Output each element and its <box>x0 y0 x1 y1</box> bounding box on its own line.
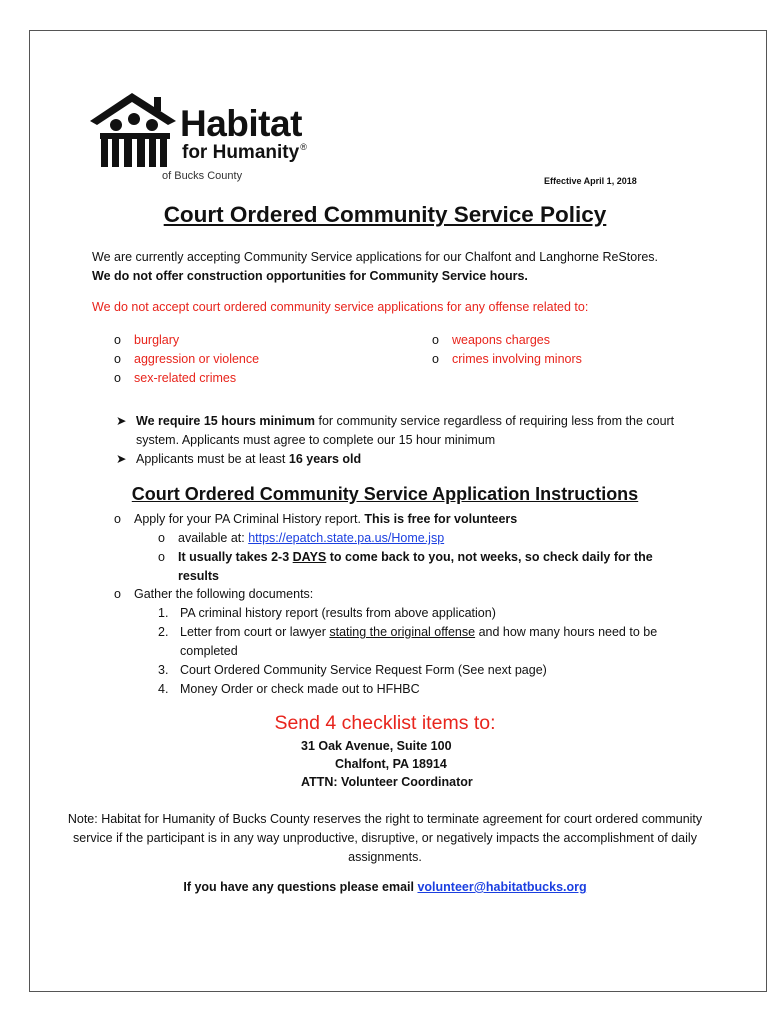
intro-paragraph <box>92 248 672 286</box>
req1-text: for community service regardless of requiring less from the court system. Applicants must agree to complete our 15 hour minimum <box>136 414 675 447</box>
list-item <box>116 450 676 469</box>
doc-number: 2. <box>158 625 169 639</box>
address-line-1: 31 Oak Avenue, Suite 100 <box>301 739 452 753</box>
offense-label: aggression or violence <box>134 352 260 366</box>
effective-date: Effective April 1, 2018 <box>544 176 637 186</box>
arrow-bullet-icon: ➤ <box>116 452 127 466</box>
req2-text: Applicants must be at least <box>136 452 286 466</box>
logo-title: Habitat <box>180 103 302 144</box>
doc-text: Court Ordered Community Service Request Form (See next page) <box>180 663 547 677</box>
offense-label: sex-related crimes <box>134 371 237 385</box>
doc-text: Money Order or check made out to HFHBC <box>180 682 420 696</box>
contact-line <box>0 880 770 894</box>
step2-text: Gather the following documents: <box>134 587 314 601</box>
list-item: o It usually takes 2-3 DAYS to come back to you, not weeks, so check daily for the results <box>114 548 684 586</box>
doc-text <box>180 623 680 661</box>
instructions-title: Court Ordered Community Service Application Instructions <box>131 484 639 504</box>
req2-bold: 16 years old <box>288 452 362 466</box>
requirement-2 <box>136 450 361 469</box>
doc-number: 3. <box>158 663 169 677</box>
list-item: o burglary <box>114 333 180 347</box>
offense-label: crimes involving minors <box>452 352 582 366</box>
doc-number: 1. <box>158 606 169 620</box>
address-line-2: Chalfont, PA 18914 <box>335 757 447 771</box>
list-item <box>116 412 676 450</box>
available-label: available at: <box>178 531 245 545</box>
list-item <box>114 623 694 661</box>
contact-text: If you have any questions please email <box>183 880 414 894</box>
takes-days-note <box>178 548 668 586</box>
criminal-history-link[interactable]: https://epatch.state.pa.us/Home.jsp <box>248 531 445 545</box>
address-line-3: ATTN: Volunteer Coordinator <box>301 775 473 789</box>
doc-text: PA criminal history report (results from above application) <box>180 606 496 620</box>
step1-bold: This is free for volunteers <box>364 512 518 526</box>
note-paragraph: Note: Habitat for Humanity of Bucks County reserves the right to terminate agreement for court ordered community service if the participant is in any way unproductive, disruptive, or negatively impacts the accomplishment of daily assignments. <box>67 812 703 864</box>
list-item <box>114 680 694 699</box>
intro-bold: We do not offer construction opportunities for Community Service hours. <box>92 269 528 283</box>
registered-mark: ® <box>300 142 307 152</box>
requirement-1 <box>136 412 676 450</box>
doc-underlined: stating the original offense <box>329 625 476 639</box>
step-2 <box>114 585 694 699</box>
email-link[interactable]: volunteer@habitatbucks.org <box>417 880 587 894</box>
takes-a: It usually takes 2-3 <box>178 550 290 564</box>
habitat-logo <box>88 91 328 187</box>
requirements-list <box>116 412 676 469</box>
offense-label: weapons charges <box>452 333 550 347</box>
offense-intro: We do not accept court ordered community service applications for any offense related to: <box>92 300 589 314</box>
takes-b: to come back to you, not weeks, so check daily for the results <box>178 550 653 583</box>
page-title: Court Ordered Community Service Policy <box>163 202 607 227</box>
logo-county: of Bucks County <box>162 170 243 182</box>
house-people-icon <box>88 91 180 169</box>
arrow-bullet-icon: ➤ <box>116 414 127 428</box>
list-item <box>114 604 694 623</box>
req1-bold: We require 15 hours minimum <box>136 414 315 428</box>
list-item: o crimes involving minors <box>432 352 582 366</box>
intro-text: We are currently accepting Community Service applications for our Chalfont and Langhorne ReStores. <box>92 250 659 264</box>
doc-pre: Letter from court or lawyer <box>180 625 326 639</box>
list-item <box>114 661 694 680</box>
doc-post: and how many hours need to be completed <box>180 625 658 658</box>
step1-text: Apply for your PA Criminal History report. <box>134 512 361 526</box>
logo-subtitle <box>182 143 307 162</box>
takes-days: DAYS <box>292 550 327 564</box>
list-item: o sex-related crimes <box>114 371 237 385</box>
step-1 <box>114 510 684 586</box>
list-item: o available at: https://epatch.state.pa.us/Home.jsp <box>158 531 445 545</box>
offense-list-right <box>432 331 692 369</box>
list-item: o Gather the following documents: <box>114 587 314 601</box>
list-item: o weapons charges <box>432 333 550 347</box>
doc-number: 4. <box>158 682 169 696</box>
send-heading: Send 4 checklist items to: <box>274 712 496 734</box>
logo-subtitle-text: for Humanity <box>182 142 300 163</box>
list-item: o aggression or violence <box>114 352 260 366</box>
offense-label: burglary <box>134 333 180 347</box>
list-item: o Apply for your PA Criminal History report. This is free for volunteers <box>114 512 518 526</box>
offense-list-left <box>114 331 394 388</box>
